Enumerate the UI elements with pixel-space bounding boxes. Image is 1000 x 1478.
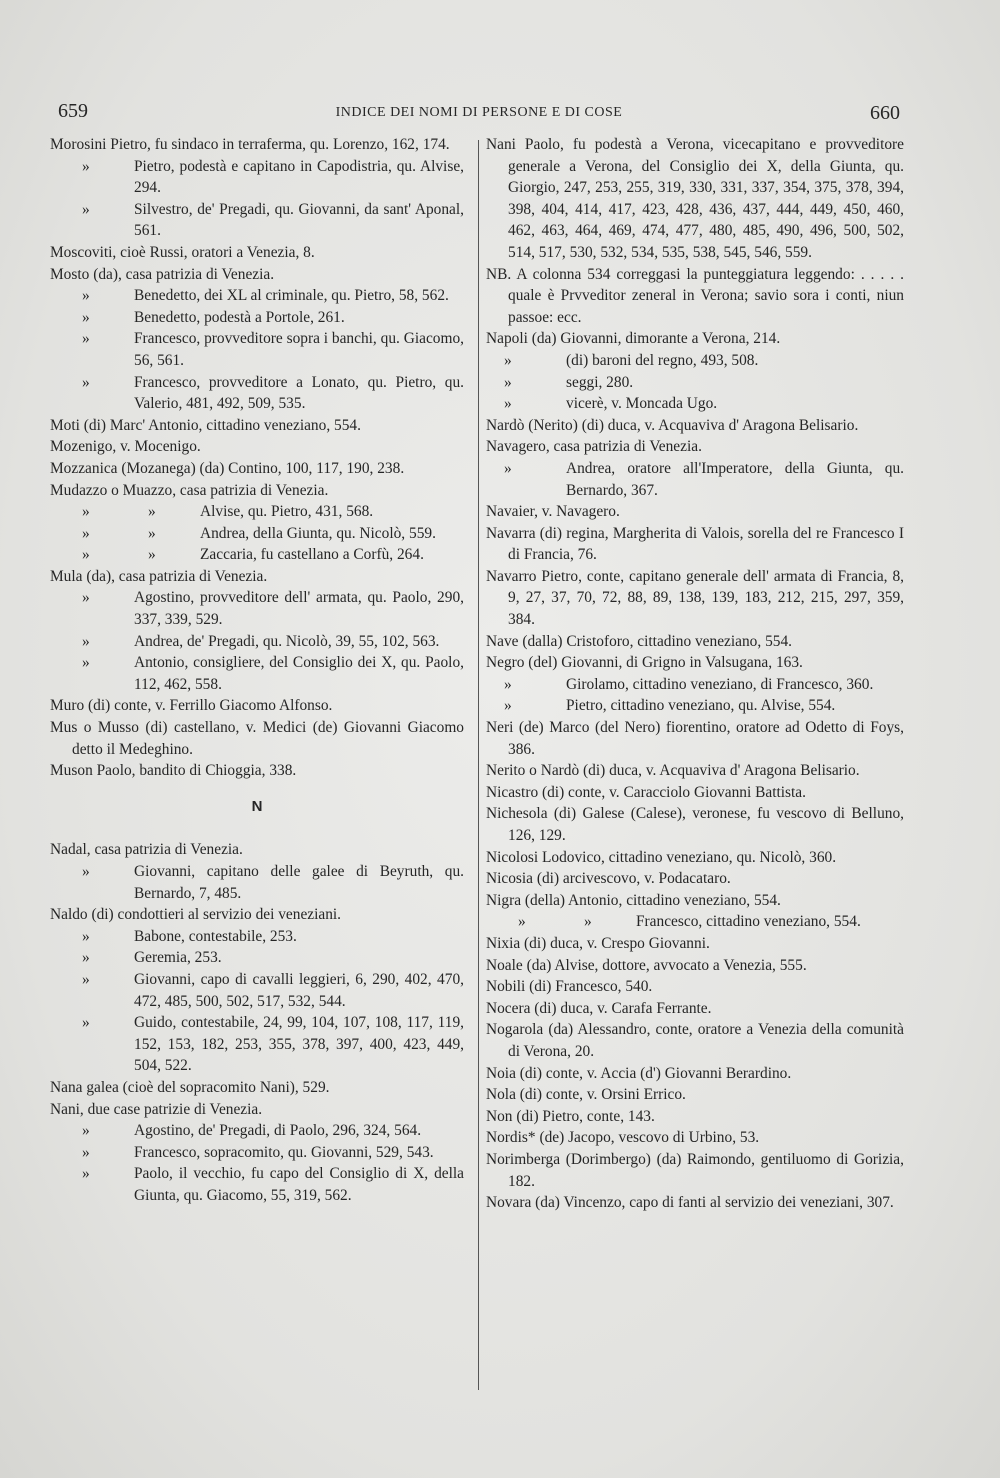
index-entry [486,760,904,782]
entry-text: Pietro, podestà e capitano in Capodistria, qu. Alvise, 294. [134,157,464,197]
entry-text: Antonio, consigliere, del Consiglio dei X, qu. Paolo, 112, 462, 558. [134,654,464,693]
ditto-mark: » [82,157,90,175]
index-subentry [50,156,464,199]
index-subentry [50,501,464,523]
index-subentry [50,1163,464,1206]
ditto-mark: » [82,589,90,607]
entry-text: Andrea, della Giunta, qu. Nicolò, 559. [200,524,436,542]
entry-text: Nixia (di) duca, v. Crespo Giovanni. [486,934,710,952]
index-entry [486,631,904,653]
entry-text: Nani Paolo, fu podestà a Verona, vicecapitano e provveditore generale a Verona, del Consiglio dei X, della Giunta, qu. Giorgio, 247, 253, 255, 319, 330, 331, 337, 354, 375, 378, 394, 398, 404, 414, 417, 423, 428, 436, 437, 444, 449, 450, 460, 462, 463, 464, 469, 474, 477, 480, 485, 490, 496, 500, 502, 514, 517, 530, 532, 534, 535, 538, 545, 546, 559. [486,136,904,261]
entry-text: Naldo (di) condottieri al servizio dei veneziani. [50,906,342,924]
index-entry [486,652,904,674]
index-entry [486,566,904,631]
index-entry [50,415,464,437]
index-subentry [486,911,904,933]
entry-text: Girolamo, cittadino veneziano, di Francesco, 360. [566,675,874,693]
index-subentry [50,652,464,695]
entry-text: seggi, 280. [566,373,634,391]
entry-text: Andrea, oratore all'Imperatore, della Giunta, qu. Bernardo, 367. [566,459,904,499]
right-entries [486,134,904,1214]
entry-text: Nave (dalla) Cristoforo, cittadino veneziano, 554. [486,632,793,650]
index-entry [486,1019,904,1062]
entry-text: Nigra (della) Antonio, cittadino veneziano, 554. [486,891,781,909]
entry-text: Nola (di) conte, v. Orsini Errico. [486,1086,686,1104]
entry-text: Nocera (di) duca, v. Carafa Ferrante. [486,999,712,1017]
entry-text: Nicolosi Lodovico, cittadino veneziano, qu. Nicolò, 360. [486,848,837,866]
left-entries-n [50,839,464,1206]
index-subentry [486,350,904,372]
index-entry [50,566,464,588]
entry-text: Nordis* (de) Jacopo, vescovo di Urbino, 53. [486,1129,760,1147]
entry-text: Nadal, casa patrizia di Venezia. [50,841,243,859]
index-subentry [50,285,464,307]
entry-text: Agostino, de' Pregadi, di Paolo, 296, 324, 564. [134,1122,422,1140]
ditto-mark: » [82,1122,90,1140]
index-subentry [50,861,464,904]
entry-text: Non (di) Pietro, conte, 143. [486,1107,655,1125]
index-entry [486,976,904,998]
entry-text: Nardò (Nerito) (di) duca, v. Acquaviva d' Aragona Belisario. [486,416,859,434]
index-entry [486,717,904,760]
ditto-mark: » [82,524,90,542]
ditto-mark: » [82,503,90,521]
entry-text: Nicastro (di) conte, v. Caracciolo Giovanni Battista. [486,783,806,801]
index-subentry [50,199,464,242]
entry-text: Muson Paolo, bandito di Chioggia, 338. [50,762,297,780]
index-entry [486,782,904,804]
entry-text: Giovanni, capitano delle galee di Beyruth, qu. Bernardo, 7, 485. [134,863,464,902]
index-entry [486,415,904,437]
index-entry [486,847,904,869]
ditto-mark: » [518,913,526,931]
ditto-mark: » [504,459,512,477]
entry-text: Geremia, 253. [134,949,222,967]
index-entry [486,803,904,846]
index-entry [486,1063,904,1085]
ditto-mark: » [148,546,156,564]
index-entry [486,998,904,1020]
entry-text: Andrea, de' Pregadi, qu. Nicolò, 39, 55, 102, 563. [134,632,440,650]
entry-text: Norimberga (Dorimbergo) (da) Raimondo, gentiluomo di Gorizia, 182. [486,1150,904,1190]
entry-text: Nicosia (di) arcivescovo, v. Podacataro. [486,870,731,888]
column-divider [478,140,479,1390]
entry-text: Noia (di) conte, v. Accia (d') Giovanni Berardino. [486,1064,792,1082]
entry-text: Nerito o Nardò (di) duca, v. Acquaviva d' Aragona Belisario. [486,762,860,780]
entry-text: Pietro, cittadino veneziano, qu. Alvise, 554. [566,697,836,715]
entry-text: Navaier, v. Navagero. [486,503,620,521]
letter-heading: N [251,797,263,815]
entry-text: vicerè, v. Moncada Ugo. [566,395,718,413]
index-subentry [50,1120,464,1142]
entry-text: Silvestro, de' Pregadi, qu. Giovanni, da sant' Aponal, 561. [134,200,464,240]
ditto-mark: » [504,395,512,413]
entry-text: Napoli (da) Giovanni, dimorante a Verona, 214. [486,330,781,348]
index-subentry [50,544,464,566]
index-entry [486,955,904,977]
entry-text: Nogarola (da) Alessandro, conte, oratore a Venezia della comunità di Verona, 20. [486,1021,904,1060]
entry-text: Giovanni, capo di cavalli leggieri, 6, 290, 402, 470, 472, 485, 500, 502, 517, 532, 544. [134,970,464,1010]
ditto-mark: » [82,863,90,880]
entry-text: Navarra (di) regina, Margherita di Valois, sorella del re Francesco I di Francia, 76. [486,524,904,564]
ditto-mark: » [584,913,592,931]
ditto-mark: » [82,1014,90,1032]
entry-text: Navarro Pietro, conte, capitano generale dell' armata di Francia, 8, 9, 27, 37, 70, 72, 88, 89, 138, 139, 183, 212, 215, 297, 359, 384. [486,567,904,629]
entry-text: (di) baroni del regno, 493, 508. [566,351,759,369]
entry-text: Benedetto, podestà a Portole, 261. [134,308,345,326]
index-entry [486,134,904,264]
index-subentry [486,695,904,717]
index-subentry [486,372,904,394]
entry-text: Mudazzo o Muazzo, casa patrizia di Venezia. [50,481,329,499]
index-subentry [486,393,904,415]
ditto-mark: » [82,949,90,967]
index-subentry [50,1012,464,1077]
index-entry [50,839,464,861]
index-subentry [50,328,464,371]
index-subentry [50,926,464,948]
entry-text: Babone, contestabile, 253. [134,927,297,945]
ditto-mark: » [82,1165,90,1183]
entry-text: Francesco, provveditore a Lonato, qu. Pietro, qu. Valerio, 481, 492, 509, 535. [134,373,464,413]
index-entry [486,1106,904,1128]
index-subentry [486,458,904,501]
entry-text: NB. A colonna 534 correggasi la punteggiatura leggendo: . . . . . quale è Prvveditor zeneral in Verona; savio sora i conti, niun passoe: ecc. [486,265,904,326]
index-entry [50,480,464,502]
entry-text: Nani, due case patrizie di Venezia. [50,1100,263,1118]
entry-text: Zaccaria, fu castellano a Corfù, 264. [200,546,424,564]
ditto-mark: » [82,330,90,348]
index-entry [50,904,464,926]
left-entries-m [50,134,464,782]
ditto-mark: » [148,524,156,542]
entry-text: Nobili (di) Francesco, 540. [486,978,653,996]
ditto-mark: » [82,287,90,305]
entry-text: Novara (da) Vincenzo, capo di fanti al servizio dei veneziani, 307. [486,1194,894,1212]
ditto-mark: » [82,546,90,564]
entry-text: Muro (di) conte, v. Ferrillo Giacomo Alfonso. [50,697,333,715]
index-subentry [50,372,464,415]
index-subentry [50,947,464,969]
ditto-mark: » [504,675,512,693]
index-entry [50,436,464,458]
entry-text: Mozenigo, v. Mocenigo. [50,438,201,456]
index-entry [50,717,464,760]
entry-text: Paolo, il vecchio, fu capo del Consiglio di X, della Giunta, qu. Giacomo, 55, 319, 562. [134,1165,464,1204]
entry-text: Neri (de) Marco (del Nero) fiorentino, oratore ad Odetto di Foys, 386. [486,719,904,758]
ditto-mark: » [82,200,90,218]
ditto-mark: » [504,351,512,369]
index-subentry [50,523,464,545]
entry-text: Mus o Musso (di) castellano, v. Medici (de) Giovanni Giacomo detto il Medeghino. [50,719,464,758]
entry-text: Negro (del) Giovanni, di Grigno in Valsugana, 163. [486,654,803,672]
entry-text: Alvise, qu. Pietro, 431, 568. [200,503,374,521]
index-subentry [50,969,464,1012]
index-entry [50,242,464,264]
index-entry [50,264,464,286]
ditto-mark: » [504,373,512,391]
entry-text: Guido, contestabile, 24, 99, 104, 107, 108, 117, 119, 152, 153, 182, 253, 355, 378, 397, 400, 423, 449, 504, 522. [134,1014,464,1075]
ditto-mark: » [82,373,90,391]
ditto-mark: » [82,927,90,945]
entry-text: Morosini Pietro, fu sindaco in terraferma, qu. Lorenzo, 162, 174. [50,136,450,153]
entry-text: Mosto (da), casa patrizia di Venezia. [50,265,275,283]
running-title: INDICE DEI NOMI DI PERSONE E DI COSE [335,105,623,120]
entry-text: Moti (di) Marc' Antonio, cittadino veneziano, 554. [50,416,361,434]
index-entry [50,760,464,782]
index-entry [486,436,904,458]
ditto-mark: » [82,308,90,326]
index-entry [50,695,464,717]
entry-text: Francesco, provveditore sopra i banchi, qu. Giacomo, 56, 561. [134,330,464,369]
index-entry [50,458,464,480]
entry-text: Francesco, sopracomito, qu. Giovanni, 529, 543. [134,1143,434,1161]
index-entry [486,1127,904,1149]
left-column [50,134,464,1207]
entry-text: Moscoviti, cioè Russi, oratori a Venezia, 8. [50,243,315,261]
index-subentry [50,631,464,653]
ditto-mark: » [82,1143,90,1161]
right-column [486,134,904,1214]
entry-text: Nichesola (di) Galese (Calese), veronese, fu vescovo di Belluno, 126, 129. [486,805,904,844]
entry-text: Benedetto, dei XL al criminale, qu. Pietro, 58, 562. [134,287,449,305]
entry-text: Francesco, cittadino veneziano, 554. [636,913,861,931]
ditto-mark: » [82,632,90,650]
index-entry [486,328,904,350]
index-entry [486,523,904,566]
ditto-mark: » [504,697,512,715]
page-number-right: 660 [870,102,900,124]
ditto-mark: » [148,503,156,521]
index-entry [50,1099,464,1121]
index-entry [486,868,904,890]
index-entry [486,1084,904,1106]
index-entry [486,501,904,523]
index-entry [486,933,904,955]
index-entry [486,1192,904,1214]
entry-text: Mula (da), casa patrizia di Venezia. [50,567,268,585]
index-subentry [50,587,464,630]
index-entry [486,890,904,912]
index-entry [50,1077,464,1099]
index-entry [486,1149,904,1192]
index-entry [50,134,464,156]
entry-text: Noale (da) Alvise, dottore, avvocato a Venezia, 555. [486,956,807,974]
page-header [58,100,900,130]
ditto-mark: » [82,654,90,672]
index-subentry [486,674,904,696]
page-number-left: 659 [58,100,88,122]
index-entry [486,264,904,329]
entry-text: Navagero, casa patrizia di Venezia. [486,438,702,456]
index-subentry [50,1142,464,1164]
ditto-mark: » [82,970,90,988]
entry-text: Nana galea (cioè del sopracomito Nani), 529. [50,1078,330,1096]
entry-text: Mozzanica (Mozanega) (da) Contino, 100, 117, 190, 238. [50,459,405,477]
index-subentry [50,307,464,329]
entry-text: Agostino, provveditore dell' armata, qu. Paolo, 290, 337, 339, 529. [134,589,464,629]
